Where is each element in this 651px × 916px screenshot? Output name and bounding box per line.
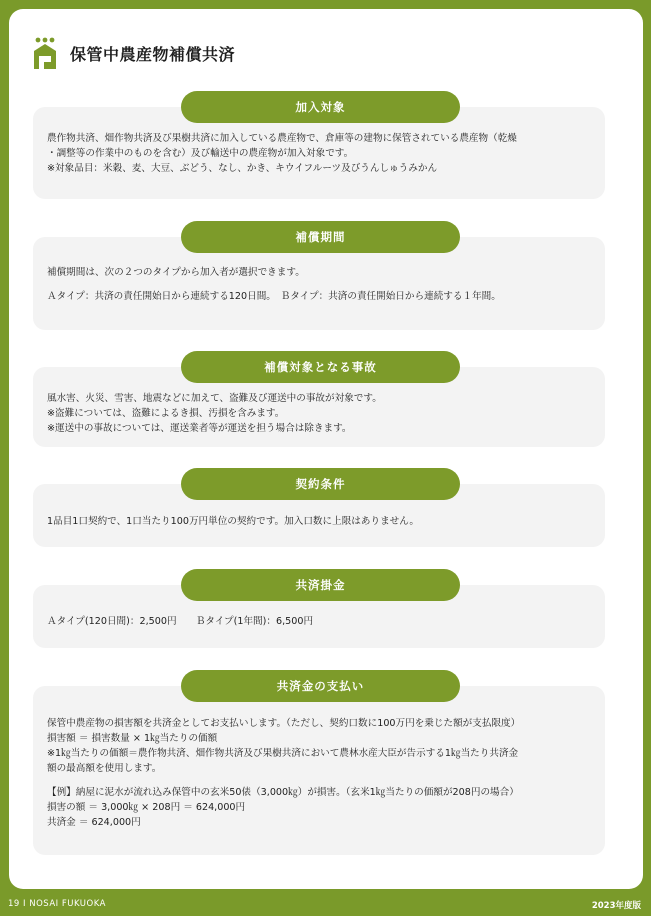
body-line: ※運送中の事故については、運送業者等が運送を担う場合は除きます。 — [47, 423, 352, 434]
body-line: 農作物共済、畑作物共済及び果樹共済に加入している農産物で、倉庫等の建物に保管されている農産物（乾燥 — [47, 133, 517, 144]
footer-page-label: 19 I NOSAI FUKUOKA — [8, 899, 106, 909]
section-title: 補償対象となる事故 — [181, 351, 460, 383]
nosai-house-icon — [32, 36, 62, 70]
body-line: 1品目1口契約で、1口当たり100万円単位の契約です。加入口数に上限はありません。 — [47, 516, 420, 527]
section-body — [33, 686, 605, 855]
section-title: 加入対象 — [181, 91, 460, 123]
section-title: 共済金の支払い — [181, 670, 460, 702]
footer-year-label: 2023年度版 — [591, 901, 641, 911]
body-line: ※対象品目：米穀、麦、大豆、ぶどう、なし、かき、キウイフルーツ及びうんしゅうみかん — [47, 163, 438, 174]
section-title: 契約条件 — [181, 468, 460, 500]
body-line: 【例】納屋に泥水が流れ込み保管中の玄米50俵（3,000㎏）が損害。（玄米1㎏当たりの価額が208円の場合） — [47, 787, 519, 798]
body-line: Ａタイプ：共済の責任開始日から連続する120日間。 Ｂタイプ：共済の責任開始日から連続する１年間。 — [47, 291, 501, 302]
body-line: ・調整等の作業中のものを含む）及び輸送中の農産物が加入対象です。 — [47, 148, 354, 159]
body-line: 保管中農産物の損害額を共済金としてお支払いします。（ただし、契約口数に100万円を乗じた額が支払限度） — [47, 718, 521, 729]
page-header — [32, 36, 235, 70]
body-line: 損害の額 ＝ 3,000㎏ × 208円 ＝ 624,000円 — [47, 802, 246, 813]
body-line: 補償期間は、次の２つのタイプから加入者が選択できます。 — [47, 267, 305, 278]
body-line: 風水害、火災、雪害、地震などに加えて、盗難及び運送中の事故が対象です。 — [47, 393, 382, 404]
body-line: 共済金 ＝ 624,000円 — [47, 817, 141, 828]
page-title: 保管中農産物補償共済 — [70, 44, 236, 64]
section-title: 共済掛金 — [181, 569, 460, 601]
body-line: 損害額 ＝ 損害数量 × 1㎏当たりの価額 — [47, 733, 218, 744]
body-line: ※盗難については、盗難によるき損、汚損を含みます。 — [47, 408, 285, 419]
body-line: Ａタイプ(120日間)：2,500円 Ｂタイプ(1年間)：6,500円 — [47, 616, 314, 627]
section-title: 補償期間 — [181, 221, 460, 253]
body-line: 額の最高額を使用します。 — [47, 763, 162, 774]
body-line: ※1㎏当たりの価額＝農作物共済、畑作物共済及び果樹共済において農林水産大臣が告示する1㎏当たり共済金 — [47, 748, 519, 759]
